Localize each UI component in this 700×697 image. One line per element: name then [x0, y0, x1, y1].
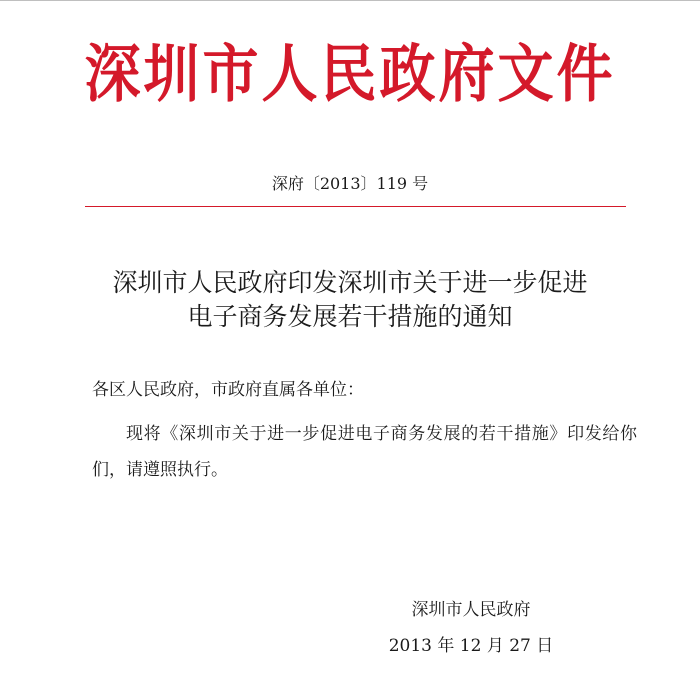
page-top-border [0, 0, 700, 1]
document-title [0, 266, 700, 334]
salutation: 各区人民政府，市政府直属各单位： [92, 380, 364, 400]
title-line-1: 深圳市人民政府印发深圳市关于进一步促进 [112, 268, 588, 297]
signature-block [386, 592, 556, 664]
issue-date: 2013 年 12 月 27 日 [388, 636, 554, 656]
document-header: 深圳市人民政府文件 [84, 37, 616, 112]
title-line-2: 电子商务发展若干措施的通知 [187, 302, 513, 331]
document-number: 深府〔2013〕119 号 [271, 174, 429, 193]
body-paragraph: 现将《深圳市关于进一步促进电子商务发展的若干措施》印发给你们，请遵照执行。 [92, 424, 637, 480]
issuer-name: 深圳市人民政府 [411, 600, 531, 620]
header-divider [85, 206, 626, 207]
document-body [92, 416, 637, 488]
